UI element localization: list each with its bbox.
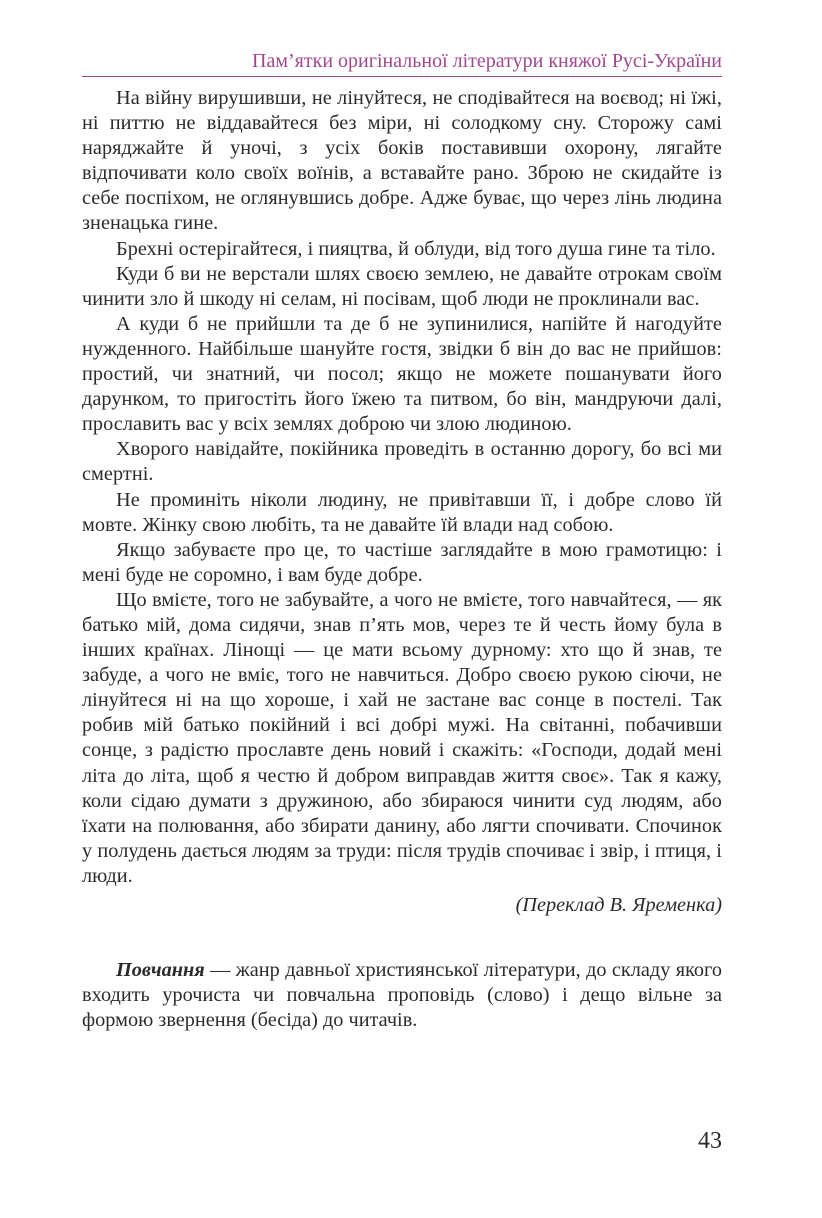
page-number: 43 bbox=[698, 1128, 722, 1154]
running-header: Пам’ятки оригінальної літератури княжої Русі-України bbox=[252, 50, 722, 72]
paragraph: А куди б не прийшли та де б не зупинилися, напійте й нагодуйте нужденного. Найбільше шануйте гостя, звідки б він до вас не прийшов: простий, чи знатний, чи посол; якщо не можете пошанувати його дарунком, то пригостіть його їжею та питвом, бо він, мандруючи далі, прославить вас у всіх землях доброю чи злою людиною. bbox=[82, 312, 722, 436]
paragraph: Хворого навідайте, покійника проведіть в останню дорогу, бо всі ми смертні. bbox=[82, 438, 722, 486]
definition-text: — жанр давньої християнської літератури, до складу якого входить урочиста чи повчальна проповідь (слово) і дещо вільне за формою звернення (бесіда) до читачів. bbox=[82, 959, 722, 1032]
paragraph: Не проминіть ніколи людину, не привітавши її, і добре слово їй мовте. Жінку свою любіть, та не давайте їй влади над собою. bbox=[82, 488, 722, 536]
paragraph: На війну вирушивши, не лінуйтеся, не сподівайтеся на воєвод; ні їжі, ні питтю не віддавайтеся без міри, ні солодкому сну. Сторожу самі наряджайте й уночі, з усіх боків поставивши охорону, лягайте відпочивати коло своїх воїнів, а вставайте рано. Зброю не скидайте із себе поспіхом, не оглянувшись добре. Адже буває, що через лінь людина зненацька гине. bbox=[82, 87, 722, 235]
definition-term: Повчання bbox=[116, 959, 205, 982]
header-rule bbox=[82, 76, 722, 77]
translator-credit: (Переклад В. Яременка) bbox=[515, 894, 722, 916]
main-text bbox=[82, 86, 722, 1033]
paragraph: Якщо забуваєте про це, то частіше заглядайте в мою грамотицю: і мені буде не соромно, і вам буде добре. bbox=[82, 538, 722, 586]
definition-block bbox=[82, 958, 722, 1033]
paragraph: Куди б ви не верстали шлях своєю землею, не давайте отрокам своїм чинити зло й шкоду ні селам, ні посівам, щоб люди не проклинали вас. bbox=[82, 262, 722, 310]
paragraph: Брехні остерігайтеся, і пияцтва, й облуди, від того душа гине та тіло. bbox=[116, 237, 716, 260]
paragraph: Що вмієте, того не забувайте, а чого не вмієте, того навчайтеся, — як батько мій, дома сидячи, знав п’ять мов, через те й честь йому була в інших країнах. Лінощі — це мати всьому дурному: хто що й знав, те забуде, а чого не вміє, того не навчиться. Добро своєю рукою сіючи, не лінуйтеся ні на що хороше, і хай не застане вас сонце в постелі. Так робив мій батько покійний і всі добрі мужі. На світанні, побачивши сонце, з радістю прославте день новий і скажіть: «Господи, додай мені літа до літа, щоб я честю й добром виправдав життя своє». Так я кажу, коли сідаю думати з дружиною, або збираюся чинити суд людям, або їхати на полювання, або збирати данину, або лягти спочивати. Спочинок у полудень дається людям за труди: після трудів спочиває і звір, і птиця, і люди. bbox=[82, 588, 722, 887]
